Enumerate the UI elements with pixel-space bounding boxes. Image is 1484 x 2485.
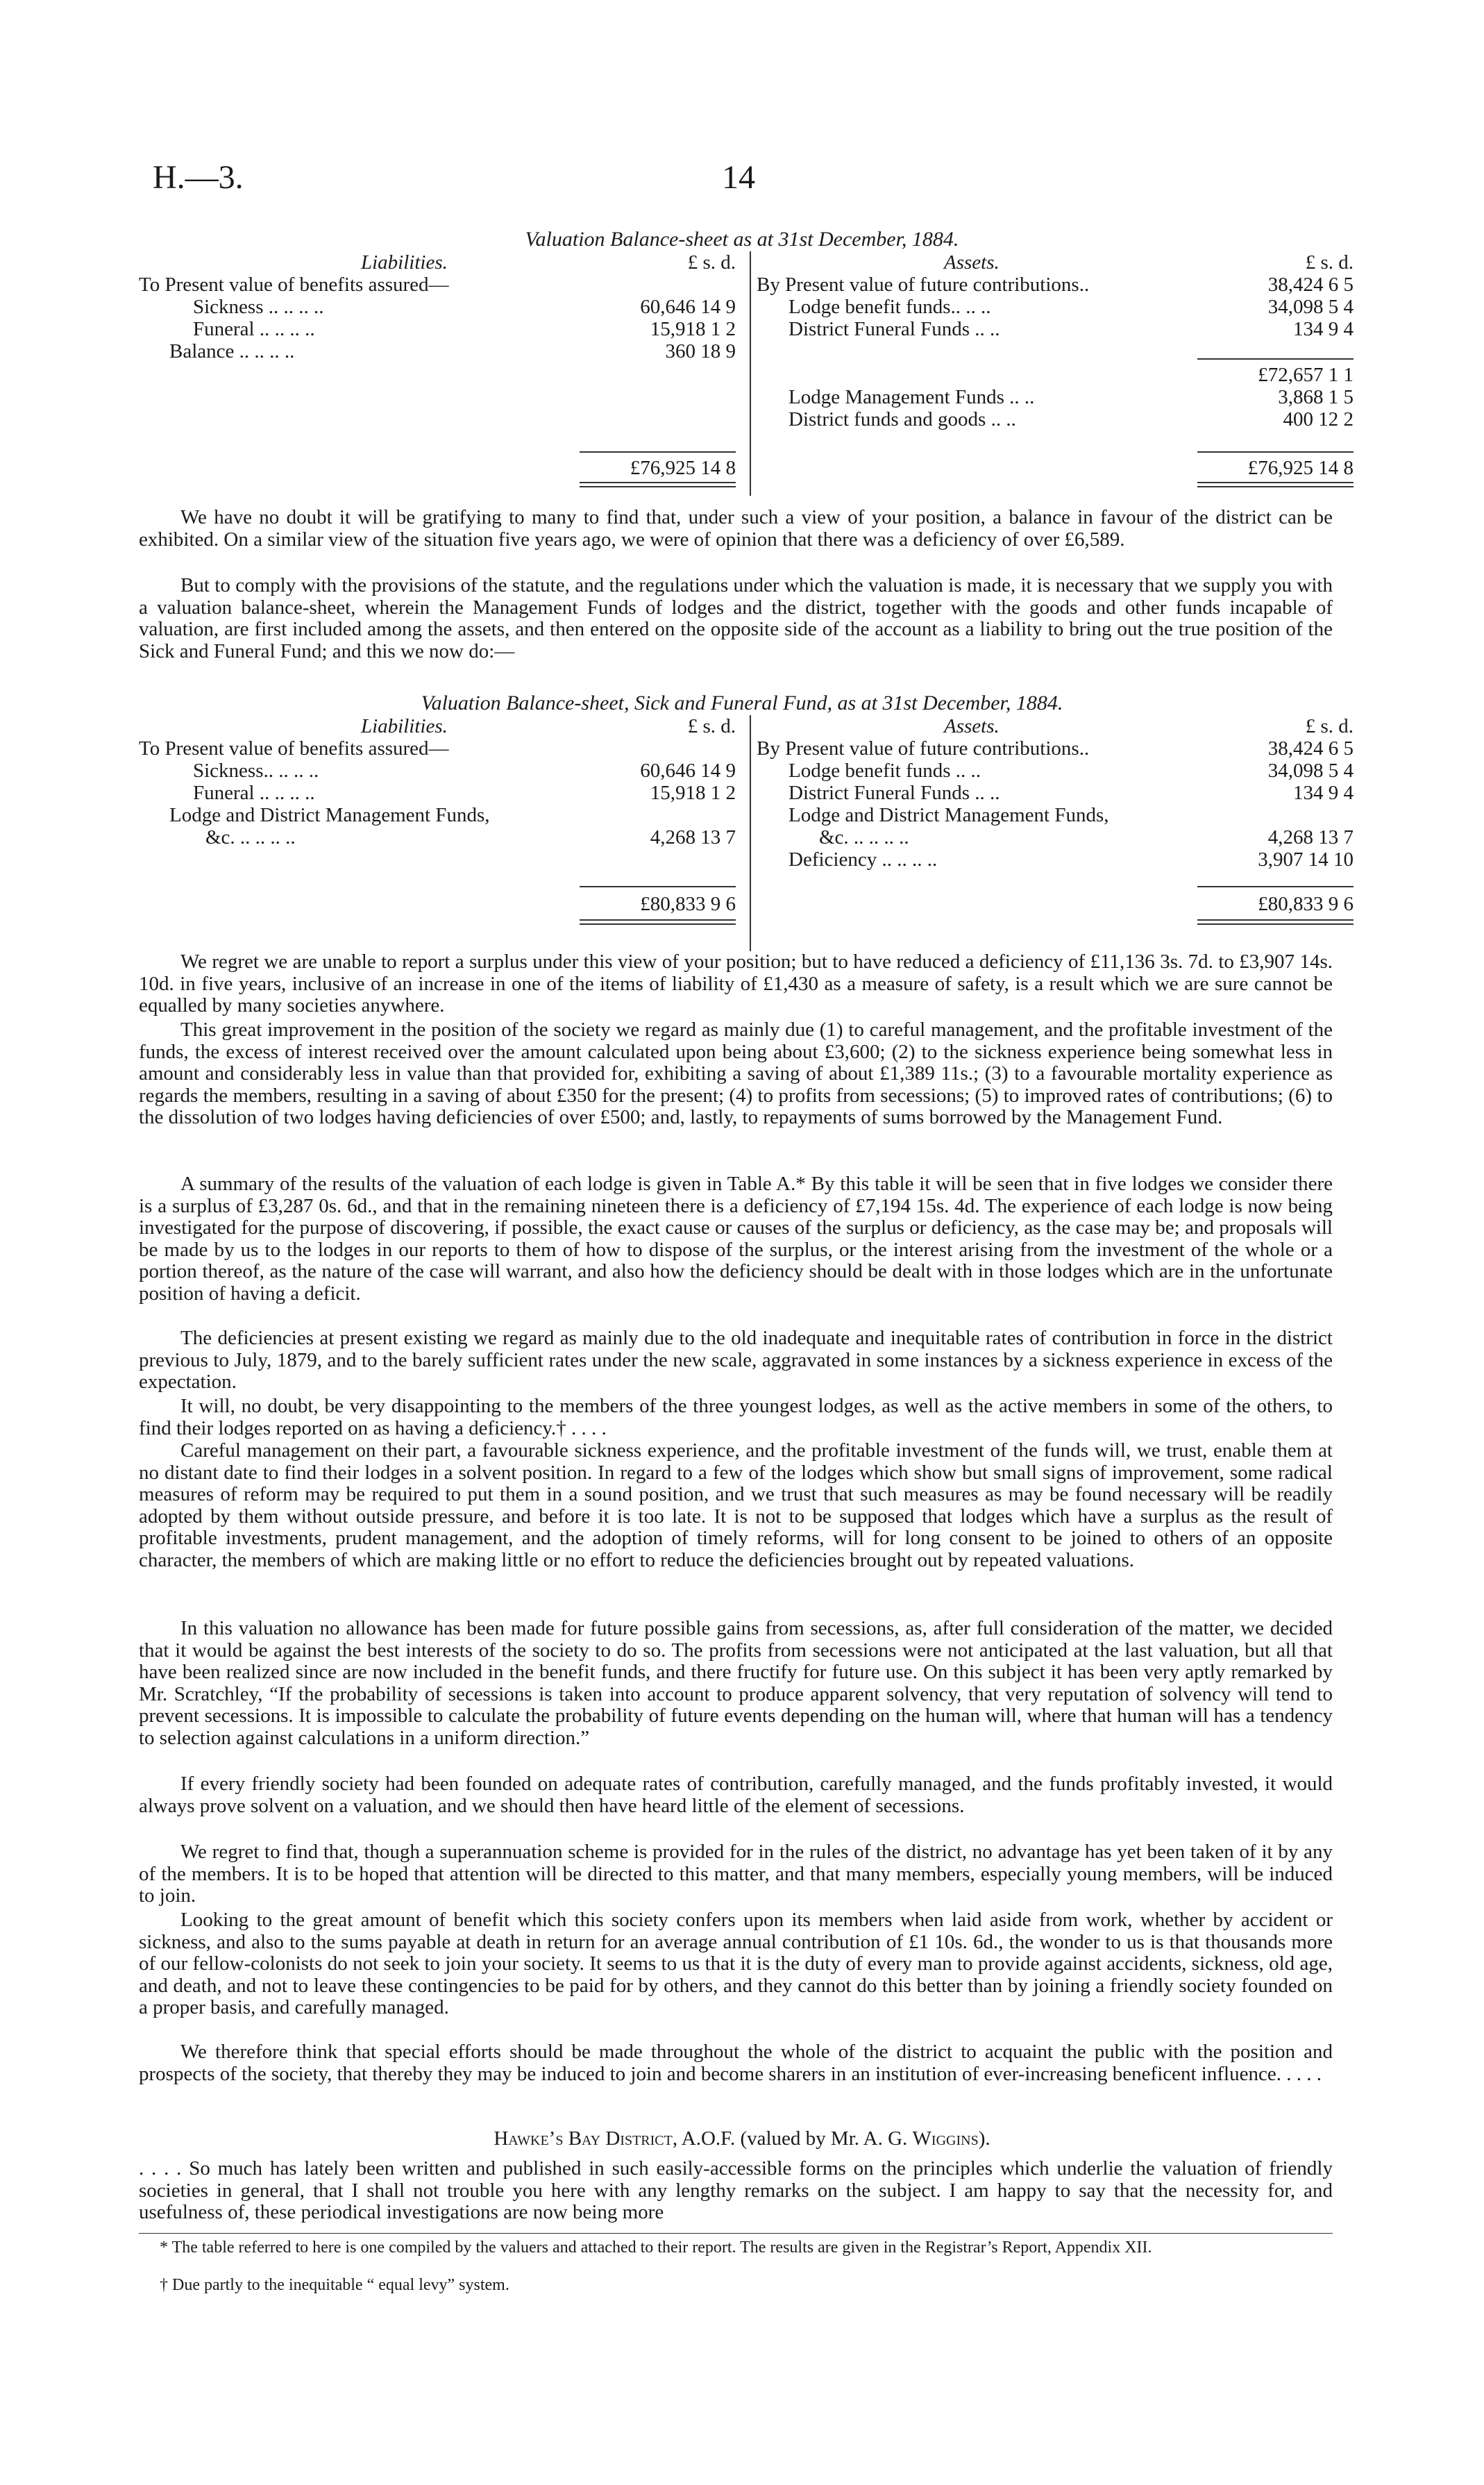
liabilities-heading: Liabilities. — [361, 251, 448, 274]
assets-column — [757, 251, 1360, 496]
money-heading: £ s. d. — [1305, 251, 1354, 274]
money-heading: £ s. d. — [687, 715, 736, 737]
liability-row: Lodge and District Management Funds, — [169, 804, 490, 826]
total-rule — [580, 482, 736, 487]
assets-column — [757, 715, 1360, 951]
liability-row: To Present value of benefits assured— — [139, 274, 449, 296]
sum-rule — [1197, 451, 1354, 453]
liabilities-heading: Liabilities. — [361, 715, 448, 737]
liability-row: Sickness.. .. .. .. 60,646 14 9 — [193, 760, 736, 782]
liabilities-column — [139, 251, 743, 496]
column-divider — [750, 251, 751, 496]
footnote: * The table referred to here is one compiled by the valuers and attached to their report. The results are given in the Registrar’s Report, Appendix XII. — [160, 2239, 1152, 2257]
district-name: Hawke’s Bay District — [494, 2127, 673, 2150]
asset-row: Lodge benefit funds.. .. .. 34,098 5 4 — [789, 296, 1354, 318]
paragraph: If every friendly society had been founded on adequate rates of contribution, carefully managed, and the funds profitably invested, it would always prove solvent on a valuation, and we should then have heard little of the element of secessions. — [139, 1773, 1333, 1817]
balance-sheet-2-title: Valuation Balance-sheet, Sick and Funeral Fund, as at 31st December, 1884. — [421, 692, 1063, 714]
paragraph: The deficiencies at present existing we regard as mainly due to the old inadequate and inequitable rates of contribution in force in the district previous to July, 1879, and to the barely sufficient rates under the new scale, aggravated in some instances by a sickness experience in excess of the expectation. — [139, 1327, 1333, 1393]
assets-heading: Assets. — [944, 251, 1000, 274]
paragraph: We have no doubt it will be gratifying to many to find that, under such a view of your position, a balance in favour of the district can be exhibited. On a similar view of the situation five years ago, we were of opinion that there was a deficiency of over £6,589. — [139, 506, 1333, 551]
paragraph: We therefore think that special efforts should be made throughout the whole of the district to acquaint the public with the position and prospects of the society, that thereby they may be induced to join and become sharers in an institution of ever-increasing beneficent influence. . . . . — [139, 2041, 1333, 2085]
asset-row: District Funeral Funds .. .. 134 9 4 — [789, 782, 1354, 804]
footnote: † Due partly to the inequitable “ equal levy” system. — [160, 2276, 509, 2294]
asset-row: By Present value of future contributions.. 38,424 6 5 — [757, 274, 1354, 296]
liability-row: Sickness .. .. .. .. 60,646 14 9 — [193, 296, 736, 318]
sum-rule — [580, 451, 736, 453]
liability-row: Funeral .. .. .. .. 15,918 1 2 — [193, 782, 736, 804]
asset-row: Deficiency .. .. .. .. 3,907 14 10 — [789, 848, 1354, 871]
asset-row: &c. .. .. .. .. 4,268 13 7 — [819, 826, 1354, 848]
paragraph: This great improvement in the position of the society we regard as mainly due (1) to careful management, and the profitable investment of the funds, the excess of interest received over the amount calculated upon being about £3,600; (2) to the sickness experience being somewhat less in amount and considerably less in value than that provided for, exhibiting a saving of about £1,389 11s.; (3) to a favourable mortality experience as regards the members, resulting in a saving of about £350 for the present; (4) to profits from secessions; (5) to improved rates of contributions; (6) to the dissolution of two lodges having deficiencies of over £500; and, lastly, to repayments of sums borrowed by the Management Fund. — [139, 1019, 1333, 1128]
liability-row: To Present value of benefits assured— — [139, 737, 449, 760]
section-heading-text: , A.O.F. (valued by Mr. A. G. — [672, 2127, 913, 2150]
balance-sheet-1-title: Valuation Balance-sheet as at 31st December, 1884. — [525, 228, 959, 251]
valuer-name: Wiggins — [912, 2127, 979, 2150]
assets-total: £76,925 14 8 — [1247, 457, 1354, 479]
liability-row: Funeral .. .. .. .. 15,918 1 2 — [193, 318, 736, 340]
paragraph: But to comply with the provisions of the statute, and the regulations under which the valuation is made, it is necessary that we supply you with a valuation balance-sheet, wherein the Management Funds of lodges and the district, together with the goods and other funds incapable of valuation, are first included among the assets, and then entered on the opposite side of the account as a liability to bring out the true position of the Sick and Funeral Fund; and this we now do:— — [139, 574, 1333, 662]
asset-row: District funds and goods .. .. 400 12 2 — [789, 408, 1354, 430]
total-rule — [580, 919, 736, 925]
balance-sheet-1 — [139, 251, 1354, 496]
page-number: 14 — [722, 159, 755, 196]
asset-row: Lodge benefit funds .. .. 34,098 5 4 — [789, 760, 1354, 782]
footnote-rule — [139, 2233, 1333, 2234]
sum-rule — [1197, 886, 1354, 887]
asset-row: Lodge Management Funds .. .. 3,868 1 5 — [789, 386, 1354, 408]
money-heading: £ s. d. — [1305, 715, 1354, 737]
money-heading: £ s. d. — [687, 251, 736, 274]
liability-row: Balance .. .. .. .. 360 18 9 — [169, 340, 736, 362]
paragraph: A summary of the results of the valuation of each lodge is given in Table A.* By this table it will be seen that in five lodges we consider there is a surplus of £3,287 0s. 6d., and that in the remaining nineteen there is a deficiency of £7,194 15s. 4d. The experience of each lodge is now being investigated for the purpose of discovering, if possible, the exact cause or causes of the surplus or deficiency, as the case may be; and proposals will be made by us to the lodges in our reports to them of how to dispose of the surplus, or the interest arising from the investment of the whole or a portion thereof, as the nature of the case will warrant, and also how the deficiency should be dealt with in those lodges which are in the unfortunate position of having a deficit. — [139, 1173, 1333, 1305]
assets-heading: Assets. — [944, 715, 1000, 737]
asset-row: Lodge and District Management Funds, — [789, 804, 1109, 826]
paragraph: In this valuation no allowance has been made for future possible gains from secessions, as, after full consideration of the matter, we decided that it would be against the best interests of the society to do so. The profits from secessions were not anticipated at the last valuation, but all that have been realized since are now included in the benefit funds, and there fructify for future use. On this subject it has been very aptly remarked by Mr. Scratchley, “If the probability of secessions is taken into account to produce apparent solvency, that very reputation of solvency will tend to prevent secessions. It is impossible to calculate the probability of future events depending on the human will, where that human will has a tendency to selection against calculations in a uniform direction.” — [139, 1617, 1333, 1749]
section-heading — [0, 2127, 1484, 2150]
balance-sheet-2 — [139, 715, 1354, 951]
paragraph: . . . . So much has lately been written and published in such easily-accessible forms on the principles which underlie the valuation of friendly societies in general, that I shall not trouble you here with any lengthy remarks on the subject. I am happy to say that the necessity for, and usefulness of, these periodical investigations are now being more — [139, 2157, 1333, 2223]
page-header-left: H.—3. — [153, 159, 244, 196]
total-rule — [1197, 482, 1354, 487]
paragraph: We regret we are unable to report a surplus under this view of your position; but to have reduced a deficiency of £11,136 3s. 7d. to £3,907 14s. 10d. in five years, inclusive of an increase in one of the items of liability of £1,430 as a measure of safety, is a result which we are sure cannot be equalled by many societies anywhere. — [139, 951, 1333, 1016]
asset-row: By Present value of future contributions.. 38,424 6 5 — [757, 737, 1354, 760]
liabilities-column — [139, 715, 743, 951]
sum-rule — [580, 886, 736, 887]
asset-row: District Funeral Funds .. .. 134 9 4 — [789, 318, 1354, 340]
paragraph: We regret to find that, though a superannuation scheme is provided for in the rules of the district, no advantage has yet been taken of it by any of the members. It is to be hoped that attention will be directed to this matter, and that many members, especially young members, will be induced to join. — [139, 1841, 1333, 1907]
assets-total: £80,833 9 6 — [1258, 893, 1354, 915]
liabilities-total: £76,925 14 8 — [630, 457, 736, 479]
total-rule — [1197, 919, 1354, 925]
sum-rule — [1197, 358, 1354, 360]
paragraph: Careful management on their part, a favourable sickness experience, and the profitable investment of the funds will, we trust, enable them at no distant date to find their lodges in a solvent position. In regard to a few of the lodges which show but small signs of improvement, some radical measures of reform may be required to put them in a sound position, and we trust that such measures as may be found necessary will be readily adopted by them without outside pressure, and before it is too late. It is not to be supposed that lodges which have a surplus as the result of profitable investments, prudent management, and the adoption of timely reforms, will for long consent to be joined to others of an opposite character, the members of which are making little or no effort to reduce the deficiencies brought out by repeated valuations. — [139, 1439, 1333, 1571]
column-divider — [750, 715, 751, 951]
liability-row: &c. .. .. .. .. 4,268 13 7 — [205, 826, 736, 848]
section-heading-end: ). — [978, 2127, 990, 2150]
paragraph: It will, no doubt, be very disappointing to the members of the three youngest lodges, as well as the active members in some of the others, to find their lodges reported on as having a deficiency.† . . . . — [139, 1395, 1333, 1439]
asset-subtotal: £72,657 1 1 — [1258, 364, 1354, 386]
liabilities-total: £80,833 9 6 — [640, 893, 736, 915]
paragraph: Looking to the great amount of benefit which this society confers upon its members when laid aside from work, whether by accident or sickness, and also to the sums payable at death in return for an average annual contribution of £1 10s. 6d., the wonder to us is that thousands more of our fellow-colonists do not seek to join your society. It seems to us that it is the duty of every man to provide against accidents, sickness, old age, and death, and not to leave these contingencies to be paid for by others, and they cannot do this better than by joining a friendly society founded on a proper basis, and carefully managed. — [139, 1909, 1333, 2018]
